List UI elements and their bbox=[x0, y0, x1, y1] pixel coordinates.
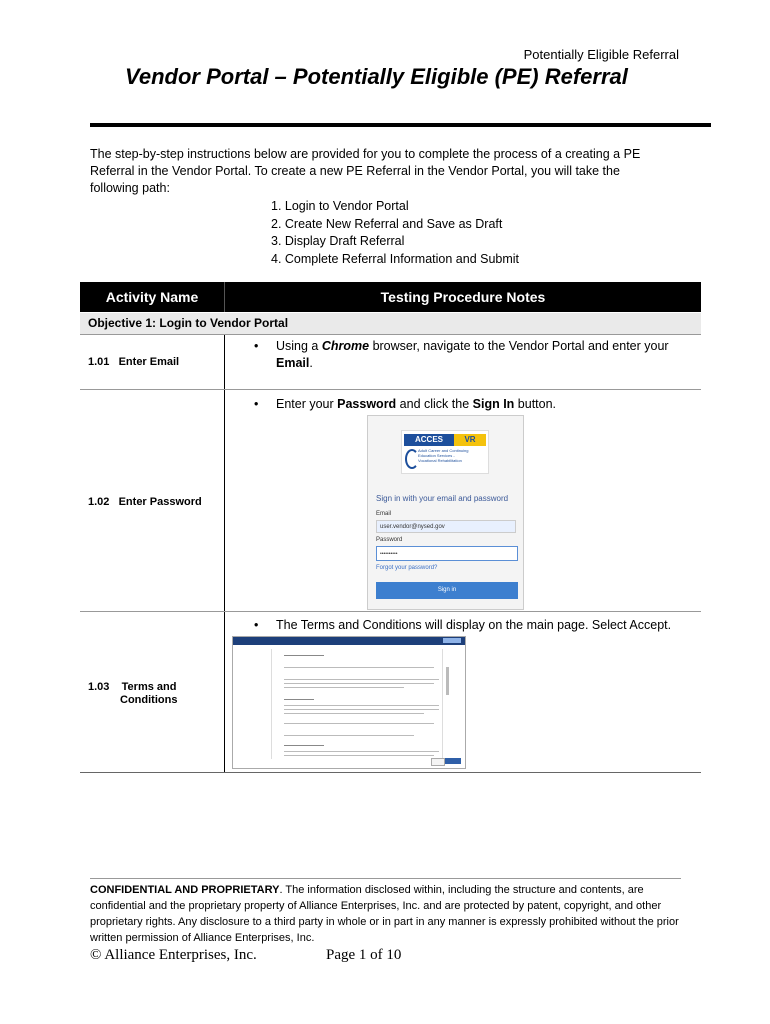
column-header-notes: Testing Procedure Notes bbox=[380, 289, 546, 305]
email-label: Email bbox=[376, 511, 392, 517]
column-divider bbox=[224, 335, 225, 772]
password-label: Password bbox=[376, 537, 403, 543]
step-item: 2. Create New Referral and Save as Draft bbox=[271, 216, 503, 231]
activity-name-1-02: 1.02 Enter Password bbox=[88, 496, 202, 508]
footer-rule bbox=[90, 878, 681, 879]
email-field: user.vendor@nysed.gov bbox=[376, 520, 516, 533]
objective-label: Objective 1: Login to Vendor Portal bbox=[88, 316, 289, 330]
decline-button bbox=[431, 758, 445, 766]
accept-button bbox=[445, 758, 461, 764]
procedure-note: • Using a Chrome browser, navigate to the Vendor Portal and enter your Email. bbox=[254, 339, 669, 370]
running-header: Potentially Eligible Referral bbox=[523, 47, 679, 62]
signin-heading: Sign in with your email and password bbox=[376, 494, 509, 503]
activity-name-1-01: 1.01 Enter Email bbox=[88, 356, 180, 368]
row-divider bbox=[80, 611, 701, 612]
table-bottom bbox=[80, 772, 701, 773]
column-header-activity: Activity Name bbox=[80, 282, 225, 312]
table-header bbox=[80, 282, 701, 312]
row-divider bbox=[80, 389, 701, 390]
signin-button: Sign in bbox=[376, 582, 518, 599]
title-rule bbox=[90, 123, 711, 127]
procedure-note: • Enter your Password and click the Sign In button. bbox=[254, 397, 557, 411]
procedure-note: • The Terms and Conditions will display on the main page. Select Accept. bbox=[254, 618, 672, 632]
intro-paragraph: The step-by-step instructions below are provided for you to complete the process of a creating a PE Referral in the Vendor Portal. To create a new PE Referral in the Vendor Portal, you will take the following path: bbox=[90, 147, 641, 195]
screenshot-nav-bar bbox=[233, 637, 465, 645]
terms-document bbox=[271, 649, 443, 759]
page-number: Page 1 of 10 bbox=[326, 947, 402, 963]
objective-row bbox=[80, 313, 701, 335]
terms-screenshot bbox=[232, 636, 466, 769]
step-item: 1. Login to Vendor Portal bbox=[271, 199, 409, 213]
acces-vr-logo: ACCES VR Adult Career and Continuing Education Services - Vocational Rehabilitation bbox=[401, 430, 489, 474]
step-item: 4. Complete Referral Information and Submit bbox=[271, 251, 520, 266]
activity-name-1-03: 1.03 Terms and Conditions bbox=[88, 681, 178, 706]
logo-swoosh-icon bbox=[405, 449, 419, 469]
copyright: © Alliance Enterprises, Inc. bbox=[90, 947, 257, 963]
password-field: •••••••••• bbox=[376, 546, 518, 561]
step-item: 3. Display Draft Referral bbox=[271, 234, 405, 248]
login-screenshot bbox=[367, 415, 524, 610]
document-title: Vendor Portal – Potentially Eligible (PE) Referral bbox=[125, 64, 628, 89]
scrollbar bbox=[446, 667, 449, 695]
confidentiality-notice: CONFIDENTIAL AND PROPRIETARY. The information disclosed within, including the structure and contents, are confidential and the proprietary property of Alliance Enterprises, Inc. and are protected by patent, copyright, and other proprietary rights. Any disclosure to a third party in whole or in part in any manner is expressly prohibited without the prior written permission of Alliance Enterprises, Inc. bbox=[90, 884, 679, 944]
forgot-password-link: Forgot your password? bbox=[376, 565, 438, 571]
steps-list bbox=[271, 198, 519, 268]
